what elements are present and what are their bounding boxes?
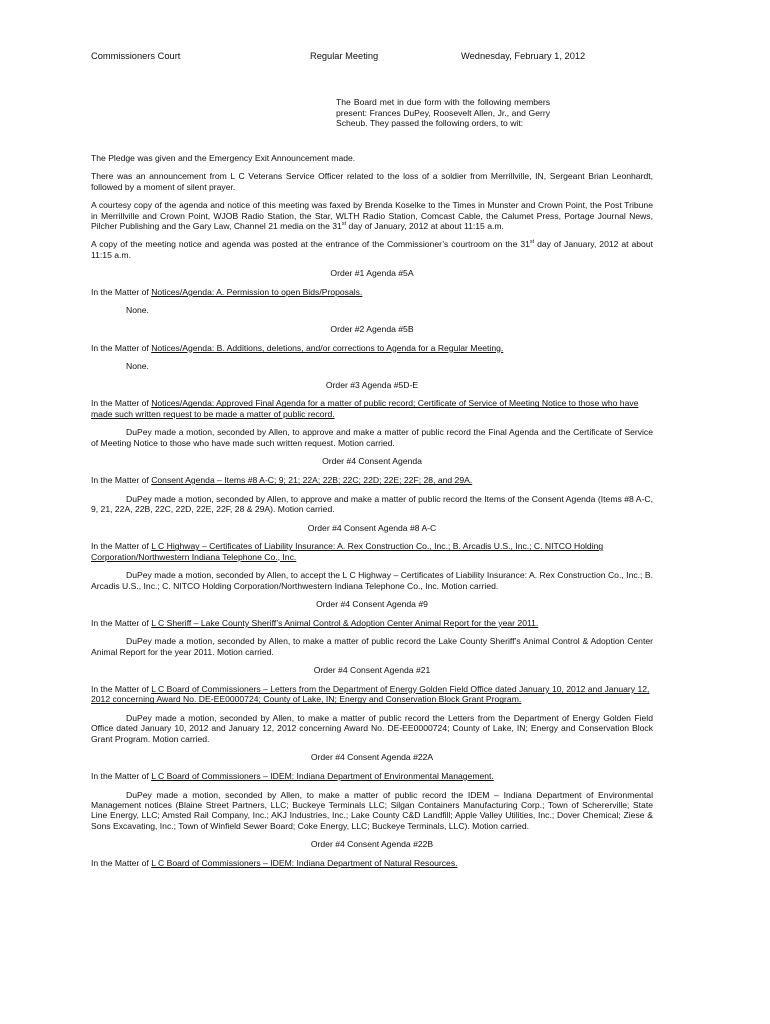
matter-prefix: In the Matter of [91,286,152,297]
orders-list [91,268,653,868]
matter-line [91,541,653,562]
order-title: Order #4 Consent Agenda #8 A-C [307,522,437,533]
header-meeting-type: Regular Meeting [310,51,379,61]
matter-line [91,343,653,353]
posted-notice-paragraph [91,239,653,260]
courtesy-text-end: day of January, 2012 at about 11:15 a.m. [346,221,504,232]
matter-prefix: In the Matter of [91,770,152,781]
header-date: Wednesday, February 1, 2012 [461,51,586,61]
motion-paragraph: DuPey made a motion, seconded by Allen, to approve and make a matter of public record the Items of the Consent Agenda (Items #8 A-C, 9, 21, 22A, 22B, 22C, 22D, 22E, 22F, 28 & 29A). Motion carried. [91,493,653,514]
matter-line [91,475,653,485]
posted-text-end: day of January, 2012 at about 11:15 a.m. [91,239,653,260]
motion-paragraph: DuPey made a motion, seconded by Allen, to make a matter of public record the Letters from the Department of Energy Golden Field Office dated January 10, 2012 and January 12, 2012 concerning Award No. DE-EE0000724; County of Lake, IN; Energy and Conservation Block Grant Program. Motion carried. [91,712,653,744]
matter-line [91,858,653,868]
matter-prefix: In the Matter of [91,683,152,694]
matter-line [91,287,653,297]
order-block [91,752,653,831]
matter-subject: L C Board of Commissioners – IDEM: Indiana Department of Natural Resources. [151,857,458,868]
order-block [91,839,653,868]
matter-prefix: In the Matter of [91,857,152,868]
order-block [91,456,653,514]
order-title: Order #3 Agenda #5D-E [325,379,419,390]
order-block [91,324,653,372]
order-block [91,268,653,316]
matter-subject: Notices/Agenda: B. Additions, deletions, and/or corrections to Agenda for a Regular Meeting. [151,342,504,353]
pledge-paragraph: The Pledge was given and the Emergency Exit Announcement made. [91,153,356,163]
matter-subject: L C Sheriff – Lake County Sheriff’s Animal Control & Adoption Center Animal Report for the year 2011. [151,617,539,628]
announcement-paragraph: There was an announcement from L C Veterans Service Officer related to the loss of a soldier from Merrillville, IN, Sergeant Brian Leonhardt, followed by a moment of silent prayer. [91,171,653,192]
matter-prefix: In the Matter of [91,617,152,628]
matter-subject: Notices/Agenda: A. Permission to open Bids/Proposals. [151,286,363,297]
matter-subject: L C Board of Commissioners – Letters from the Department of Energy Golden Field Office dated January 10, 2012 and January 12, 2012 concerning Award No. DE-EE0000724; County of Lake, IN; Energy and Conservation Block Grant Program. [91,683,650,705]
posted-ordinal: st [529,239,535,246]
order-title: Order #4 Consent Agenda #9 [316,599,428,610]
matter-line [91,771,653,781]
order-block [91,599,653,657]
order-title: Order #4 Consent Agenda [322,456,422,467]
matter-subject: L C Highway – Certificates of Liability Insurance: A. Rex Construction Co., Inc.; B. Arcadis U.S., Inc.; C. NITCO Holding Corporation/Northwestern Indiana Telephone Co., Inc. [91,541,604,562]
motion-paragraph: DuPey made a motion, seconded by Allen, to make a matter of public record the Lake County Sheriff’s Animal Control & Adoption Center Animal Report for the year 2011. Motion carried. [91,636,653,657]
order-block [91,380,653,448]
order-title: Order #1 Agenda #5A [330,268,414,279]
motion-paragraph: DuPey made a motion, seconded by Allen, to accept the L C Highway – Certificates of Liability Insurance: A. Rex Construction Co., Inc.; B. Arcadis U.S., Inc.; C. NITCO Holding Corporation/Northwestern Indiana Telephone Co., Inc. Motion carried. [91,570,653,591]
order-title: Order #4 Consent Agenda #22A [310,752,434,763]
courtesy-ordinal: st [341,221,347,228]
matter-line [91,398,653,419]
posted-text: A copy of the meeting notice and agenda was posted at the entrance of the Commissioner’s courtroom on the 31 [91,239,530,250]
intro-paragraph: The Board met in due form with the following members present: Frances DuPey, Roosevelt Allen, Jr., and Gerry Scheub. They passed the following orders, to wit: [336,97,550,129]
matter-line [91,618,653,628]
motion-paragraph: DuPey made a motion, seconded by Allen, to approve and make a matter of public record the Final Agenda and the Certificate of Service of Meeting Notice to those who have made such written request. Motion carried. [91,427,653,448]
courtesy-text: A courtesy copy of the agenda and notice of this meeting was faxed by Brenda Koselke to the Times in Munster and Crown Point, the Post Tribune in Merrillville and Crown Point, WJOB Radio Station, the Star, WLTH Radio Station, Comcast Cable, the Calumet Press, Portage Journal News, Pilcher Publishing and the Gary Law, Channel 21 media on the 31 [91,200,653,232]
minutes-body [91,153,653,877]
order-block [91,665,653,744]
order-title: Order #4 Consent Agenda #22B [310,839,434,850]
no-action-text: None. [126,305,149,316]
matter-prefix: In the Matter of [91,541,152,552]
matter-prefix: In the Matter of [91,475,152,485]
matter-subject: Notices/Agenda: Approved Final Agenda for a matter of public record; Certificate of Service of Meeting Notice to those who have made such written request to be made a matter of public record. [91,398,639,419]
order-title: Order #2 Agenda #5B [330,324,414,335]
matter-prefix: In the Matter of [91,398,152,409]
order-title: Order #4 Consent Agenda #21 [313,665,431,676]
order-block [91,523,653,591]
header-court: Commissioners Court [91,51,181,61]
matter-subject: L C Board of Commissioners – IDEM: Indiana Department of Environmental Management. [151,770,494,781]
matter-subject: Consent Agenda – Items #8 A-C; 9; 21; 22A; 22B; 22C; 22D; 22E; 22F; 28, and 29A. [151,475,473,485]
motion-paragraph: DuPey made a motion, seconded by Allen, to make a matter of public record the IDEM – Indiana Department of Environmental Management notices (Blaine Street Partners, LLC; Buckeye Terminals LLC; Silgan Containers Manufacturing Corp.; Town of Schererville; State Line Energy, LLC; Amsted Rail Company, Inc.; AKJ Industries, Inc.; Lake County C&D Landfill; Apple Valley Utilities, Inc.; Dover Chemical; Ziese & Sons Excavating, Inc.; Town of Winfield Sewer Board; Coke Energy, LLC; Buckeye Terminals, LLC). Motion carried. [91,789,653,831]
no-action-text: None. [126,361,149,372]
matter-prefix: In the Matter of [91,342,152,353]
courtesy-copy-paragraph [91,200,653,231]
matter-line [91,684,653,705]
